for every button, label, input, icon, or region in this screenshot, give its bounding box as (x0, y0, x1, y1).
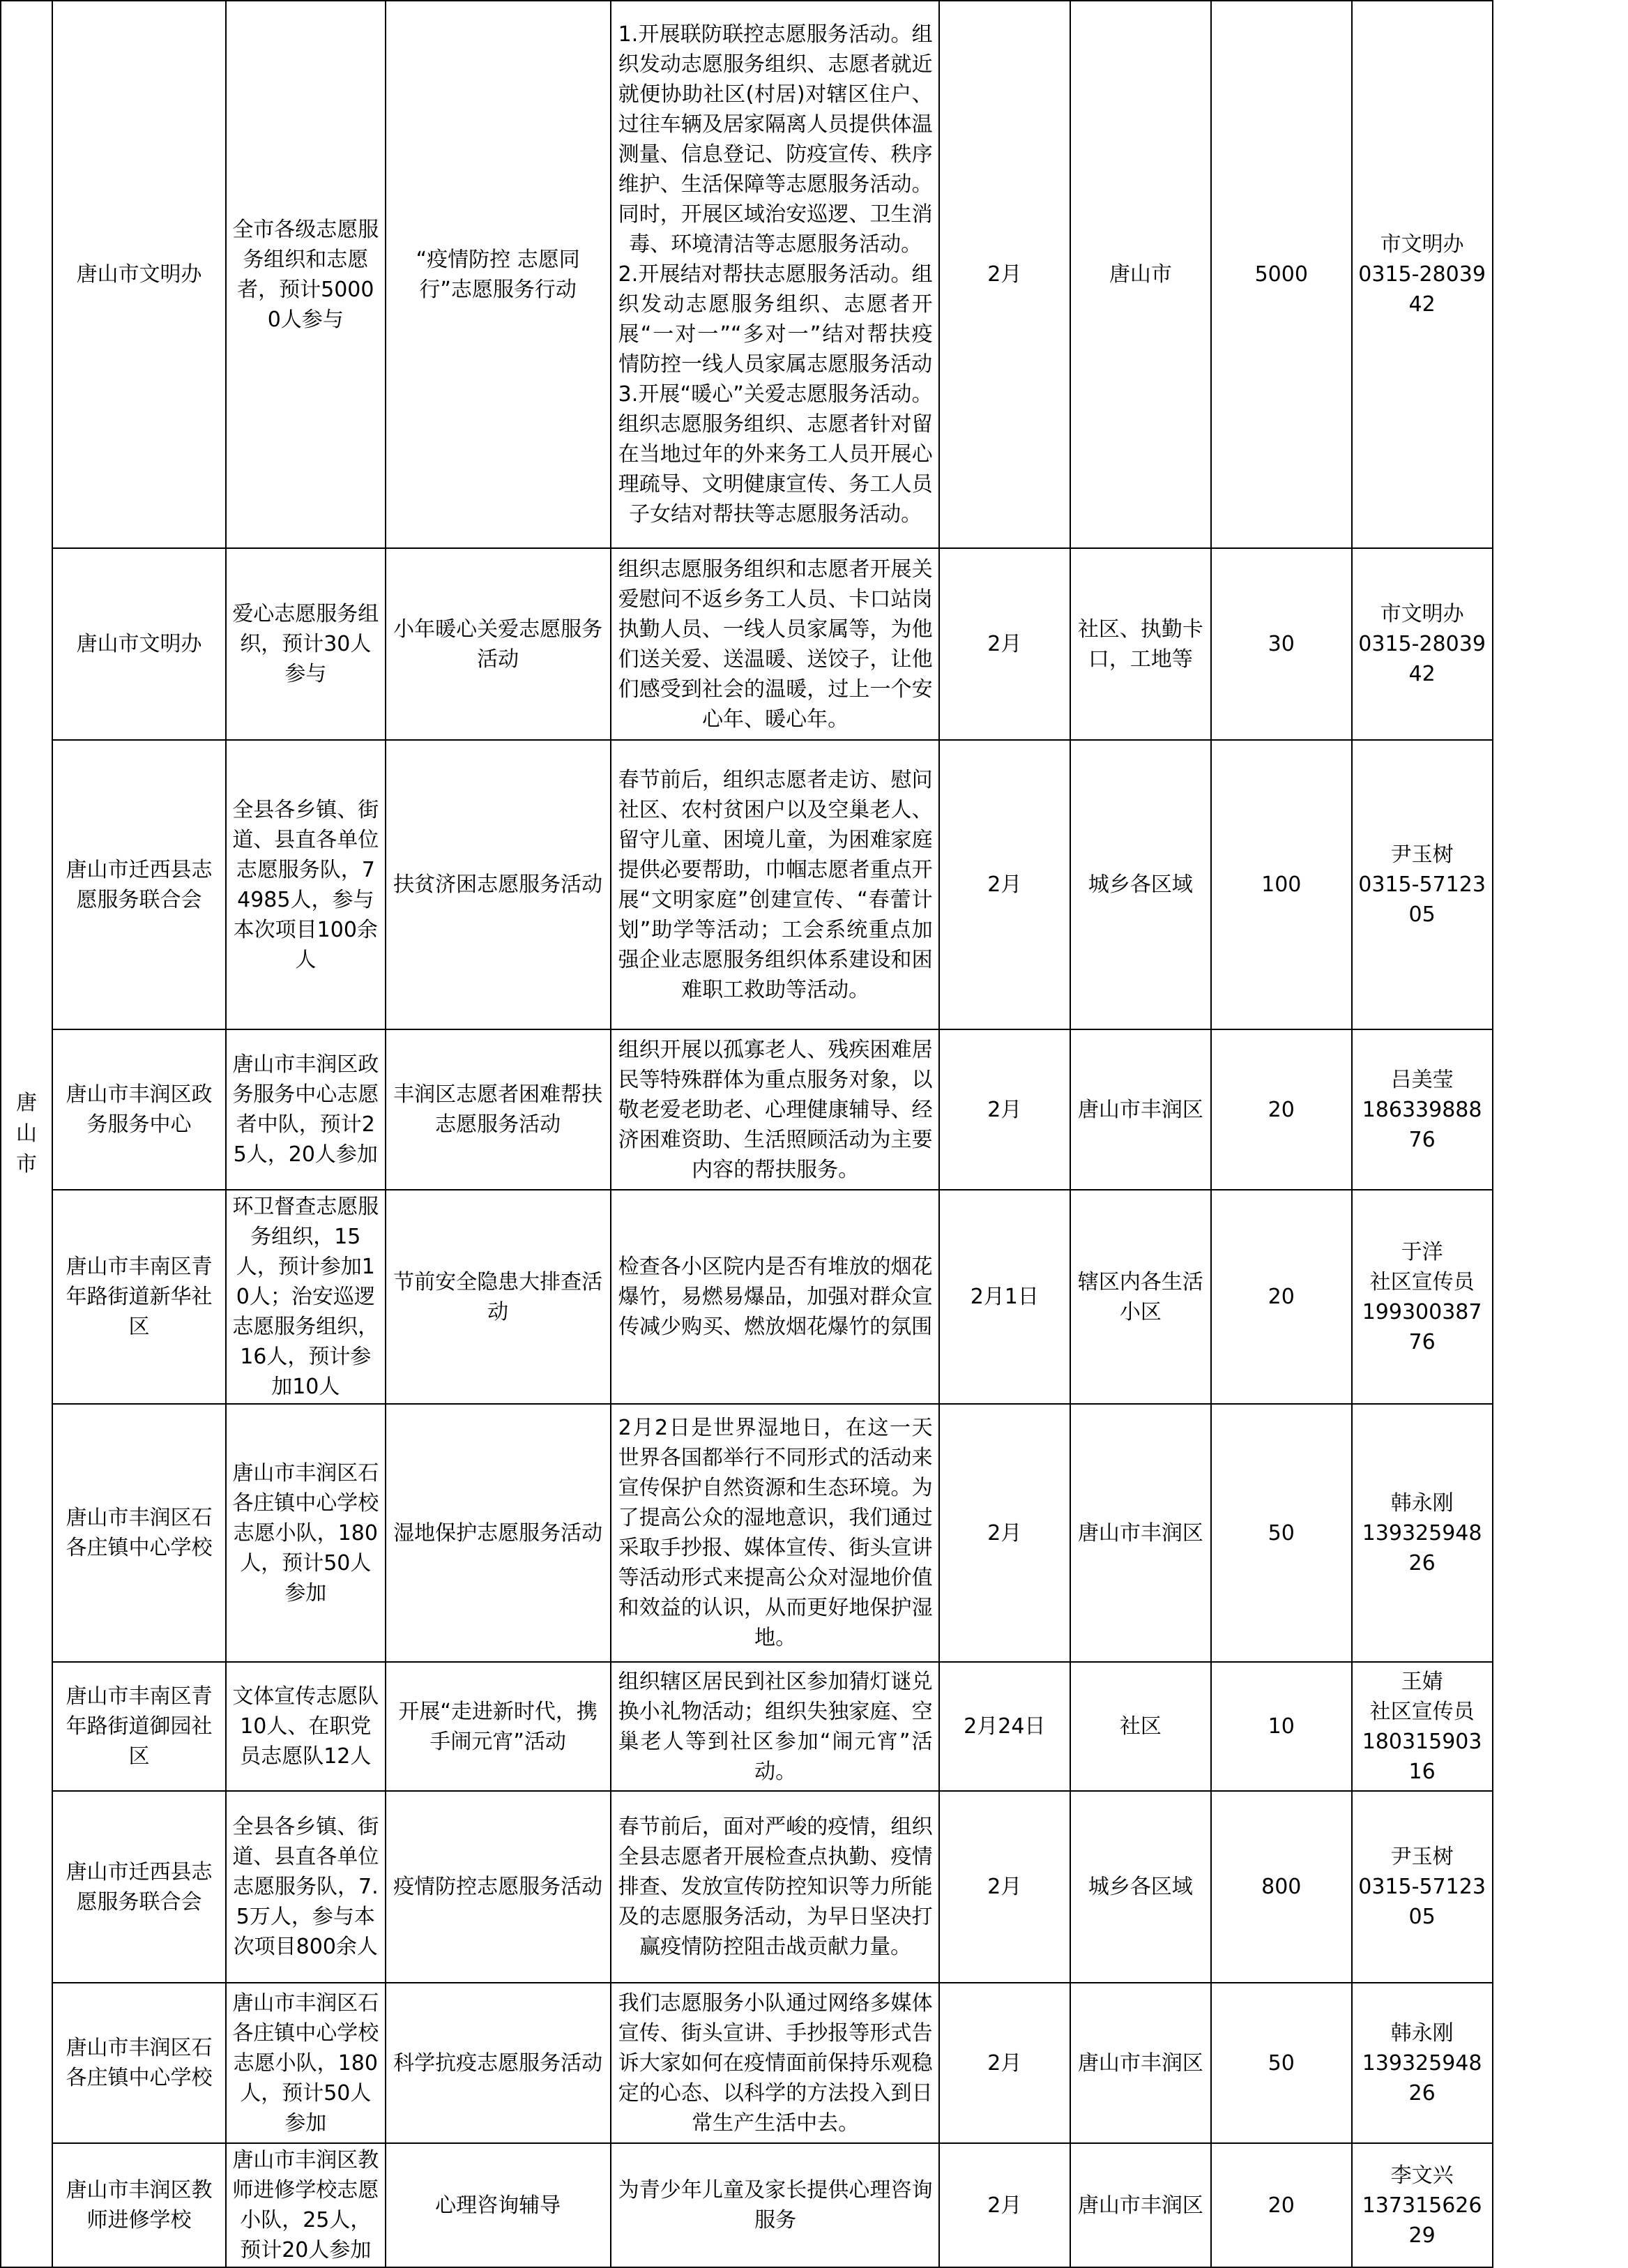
content-cell: 组织辖区居民到社区参加猜灯谜兑换小礼物活动；组织失独家庭、空巢老人等到社区参加“闹元宵”活动。 (611, 1662, 939, 1791)
org-cell: 唐山市丰南区青年路街道御园社区 (52, 1662, 226, 1791)
time-cell: 2月 (939, 2143, 1070, 2267)
count-cell: 10 (1211, 1662, 1352, 1791)
contact-cell: 李文兴 13731562629 (1352, 2143, 1493, 2267)
contact-cell: 韩永刚 13932594826 (1352, 1983, 1493, 2143)
org-cell: 唐山市迁西县志愿服务联合会 (52, 740, 226, 1029)
participants-cell: 唐山市丰润区石各庄镇中心学校志愿小队，180人，预计50人参加 (226, 1404, 386, 1662)
count-cell: 50 (1211, 1404, 1352, 1662)
project-cell: 节前安全隐患大排查活动 (386, 1190, 611, 1404)
city-cell: 唐山市 (1, 1, 52, 2267)
time-cell: 2月 (939, 740, 1070, 1029)
place-cell: 社区、执勤卡口，工地等 (1070, 548, 1211, 740)
time-cell: 2月 (939, 1029, 1070, 1190)
table-row (1, 548, 1624, 740)
participants-cell: 爱心志愿服务组织，预计30人参与 (226, 548, 386, 740)
contact-cell: 王婧 社区宣传员 18031590316 (1352, 1662, 1493, 1791)
place-cell: 城乡各区域 (1070, 740, 1211, 1029)
contact-cell: 韩永刚 13932594826 (1352, 1404, 1493, 1662)
place-cell: 社区 (1070, 1662, 1211, 1791)
count-cell: 50 (1211, 1983, 1352, 2143)
table-row (1, 1983, 1624, 2143)
place-cell: 辖区内各生活小区 (1070, 1190, 1211, 1404)
project-cell: 湿地保护志愿服务活动 (386, 1404, 611, 1662)
place-cell: 唐山市 (1070, 1, 1211, 548)
table-row (1, 1404, 1624, 1662)
count-cell: 800 (1211, 1791, 1352, 1983)
org-cell: 唐山市文明办 (52, 1, 226, 548)
time-cell: 2月24日 (939, 1662, 1070, 1791)
participants-cell: 全市各级志愿服务组织和志愿者，预计50000人参与 (226, 1, 386, 548)
participants-cell: 唐山市丰润区教师进修学校志愿小队，25人，预计20人参加 (226, 2143, 386, 2267)
count-cell: 100 (1211, 740, 1352, 1029)
table-row (1, 1, 1624, 548)
content-cell: 春节前后，组织志愿者走访、慰问社区、农村贫困户以及空巢老人、留守儿童、困境儿童，为困难家庭提供必要帮助，巾帼志愿者重点开展“文明家庭”创建宣传、“春蕾计划”助学等活动；工会系统重点加强企业志愿服务组织体系建设和困难职工救助等活动。 (611, 740, 939, 1029)
place-cell: 唐山市丰润区 (1070, 1983, 1211, 2143)
table-row (1, 1791, 1624, 1983)
place-cell: 唐山市丰润区 (1070, 2143, 1211, 2267)
contact-cell: 尹玉树 0315-5712305 (1352, 740, 1493, 1029)
content-cell: 组织开展以孤寡老人、残疾困难居民等特殊群体为重点服务对象，以敬老爱老助老、心理健康辅导、经济困难资助、生活照顾活动为主要内容的帮扶服务。 (611, 1029, 939, 1190)
participants-cell: 环卫督查志愿服务组织，15人，预计参加10人；治安巡逻志愿服务组织，16人，预计参加10人 (226, 1190, 386, 1404)
project-cell: 心理咨询辅导 (386, 2143, 611, 2267)
content-cell: 春节前后，面对严峻的疫情，组织全县志愿者开展检查点执勤、疫情排查、发放宣传防控知识等力所能及的志愿服务活动，为早日坚决打赢疫情防控阻击战贡献力量。 (611, 1791, 939, 1983)
place-cell: 唐山市丰润区 (1070, 1404, 1211, 1662)
project-cell: “疫情防控 志愿同行”志愿服务行动 (386, 1, 611, 548)
time-cell: 2月 (939, 1791, 1070, 1983)
count-cell: 20 (1211, 2143, 1352, 2267)
org-cell: 唐山市丰润区教师进修学校 (52, 2143, 226, 2267)
contact-cell: 于洋 社区宣传员 19930038776 (1352, 1190, 1493, 1404)
count-cell: 5000 (1211, 1, 1352, 548)
place-cell: 唐山市丰润区 (1070, 1029, 1211, 1190)
project-cell: 科学抗疫志愿服务活动 (386, 1983, 611, 2143)
org-cell: 唐山市文明办 (52, 548, 226, 740)
project-cell: 疫情防控志愿服务活动 (386, 1791, 611, 1983)
time-cell: 2月1日 (939, 1190, 1070, 1404)
contact-cell: 尹玉树 0315-5712305 (1352, 1791, 1493, 1983)
table-row (1, 740, 1624, 1029)
org-cell: 唐山市丰润区石各庄镇中心学校 (52, 1404, 226, 1662)
org-cell: 唐山市丰润区石各庄镇中心学校 (52, 1983, 226, 2143)
count-cell: 20 (1211, 1190, 1352, 1404)
place-cell: 城乡各区域 (1070, 1791, 1211, 1983)
time-cell: 2月 (939, 1404, 1070, 1662)
project-cell: 扶贫济困志愿服务活动 (386, 740, 611, 1029)
project-cell: 开展“走进新时代，携手闹元宵”活动 (386, 1662, 611, 1791)
contact-cell: 市文明办 0315-2803942 (1352, 1, 1493, 548)
org-cell: 唐山市丰润区政务服务中心 (52, 1029, 226, 1190)
participants-cell: 全县各乡镇、街道、县直各单位志愿服务队，74985人，参与本次项目100余人 (226, 740, 386, 1029)
content-cell: 为青少年儿童及家长提供心理咨询服务 (611, 2143, 939, 2267)
participants-cell: 全县各乡镇、街道、县直各单位志愿服务队，7.5万人，参与本次项目800余人 (226, 1791, 386, 1983)
content-cell: 1.开展联防联控志愿服务活动。组织发动志愿服务组织、志愿者就近就便协助社区(村居)对辖区住户、过往车辆及居家隔离人员提供体温测量、信息登记、防疫宣传、秩序维护、生活保障等志愿服务活动。同时，开展区域治安巡逻、卫生消毒、环境清洁等志愿服务活动。 2.开展结对帮扶志愿服务活动。组织发动志愿服务组织、志愿者开展“一对一”“多对一”结对帮扶疫情防控一线人员家属志愿服务活动 3.开展“暖心”关爱志愿服务活动。组织志愿服务组织、志愿者针对留在当地过年的外来务工人员开展心理疏导、文明健康宣传、务工人员子女结对帮扶等志愿服务活动。 (611, 1, 939, 548)
content-cell: 检查各小区院内是否有堆放的烟花爆竹，易燃易爆品，加强对群众宣传减少购买、燃放烟花爆竹的氛围 (611, 1190, 939, 1404)
participants-cell: 唐山市丰润区政务服务中心志愿者中队，预计25人，20人参加 (226, 1029, 386, 1190)
table-row (1, 1029, 1624, 1190)
count-cell: 30 (1211, 548, 1352, 740)
contact-cell: 市文明办 0315-2803942 (1352, 548, 1493, 740)
content-cell: 我们志愿服务小队通过网络多媒体宣传、街头宣讲、手抄报等形式告诉大家如何在疫情面前保持乐观稳定的心态、以科学的方法投入到日常生产生活中去。 (611, 1983, 939, 2143)
table-row (1, 1190, 1624, 1404)
count-cell: 20 (1211, 1029, 1352, 1190)
project-cell: 丰润区志愿者困难帮扶志愿服务活动 (386, 1029, 611, 1190)
participants-cell: 文体宣传志愿队10人、在职党员志愿队12人 (226, 1662, 386, 1791)
table-row (1, 1662, 1624, 1791)
project-cell: 小年暖心关爱志愿服务活动 (386, 548, 611, 740)
participants-cell: 唐山市丰润区石各庄镇中心学校志愿小队，180人，预计50人参加 (226, 1983, 386, 2143)
time-cell: 2月 (939, 1, 1070, 548)
content-cell: 组织志愿服务组织和志愿者开展关爱慰问不返乡务工人员、卡口站岗执勤人员、一线人员家属等，为他们送关爱、送温暖、送饺子，让他们感受到社会的温暖，过上一个安心年、暖心年。 (611, 548, 939, 740)
content-cell: 2月2日是世界湿地日，在这一天世界各国都举行不同形式的活动来宣传保护自然资源和生态环境。为了提高公众的湿地意识，我们通过采取手抄报、媒体宣传、街头宣讲等活动形式来提高公众对湿地价值和效益的认识，从而更好地保护湿地。 (611, 1404, 939, 1662)
org-cell: 唐山市丰南区青年路街道新华社区 (52, 1190, 226, 1404)
time-cell: 2月 (939, 548, 1070, 740)
contact-cell: 吕美莹 18633988876 (1352, 1029, 1493, 1190)
org-cell: 唐山市迁西县志愿服务联合会 (52, 1791, 226, 1983)
time-cell: 2月 (939, 1983, 1070, 2143)
table-row (1, 2143, 1624, 2267)
